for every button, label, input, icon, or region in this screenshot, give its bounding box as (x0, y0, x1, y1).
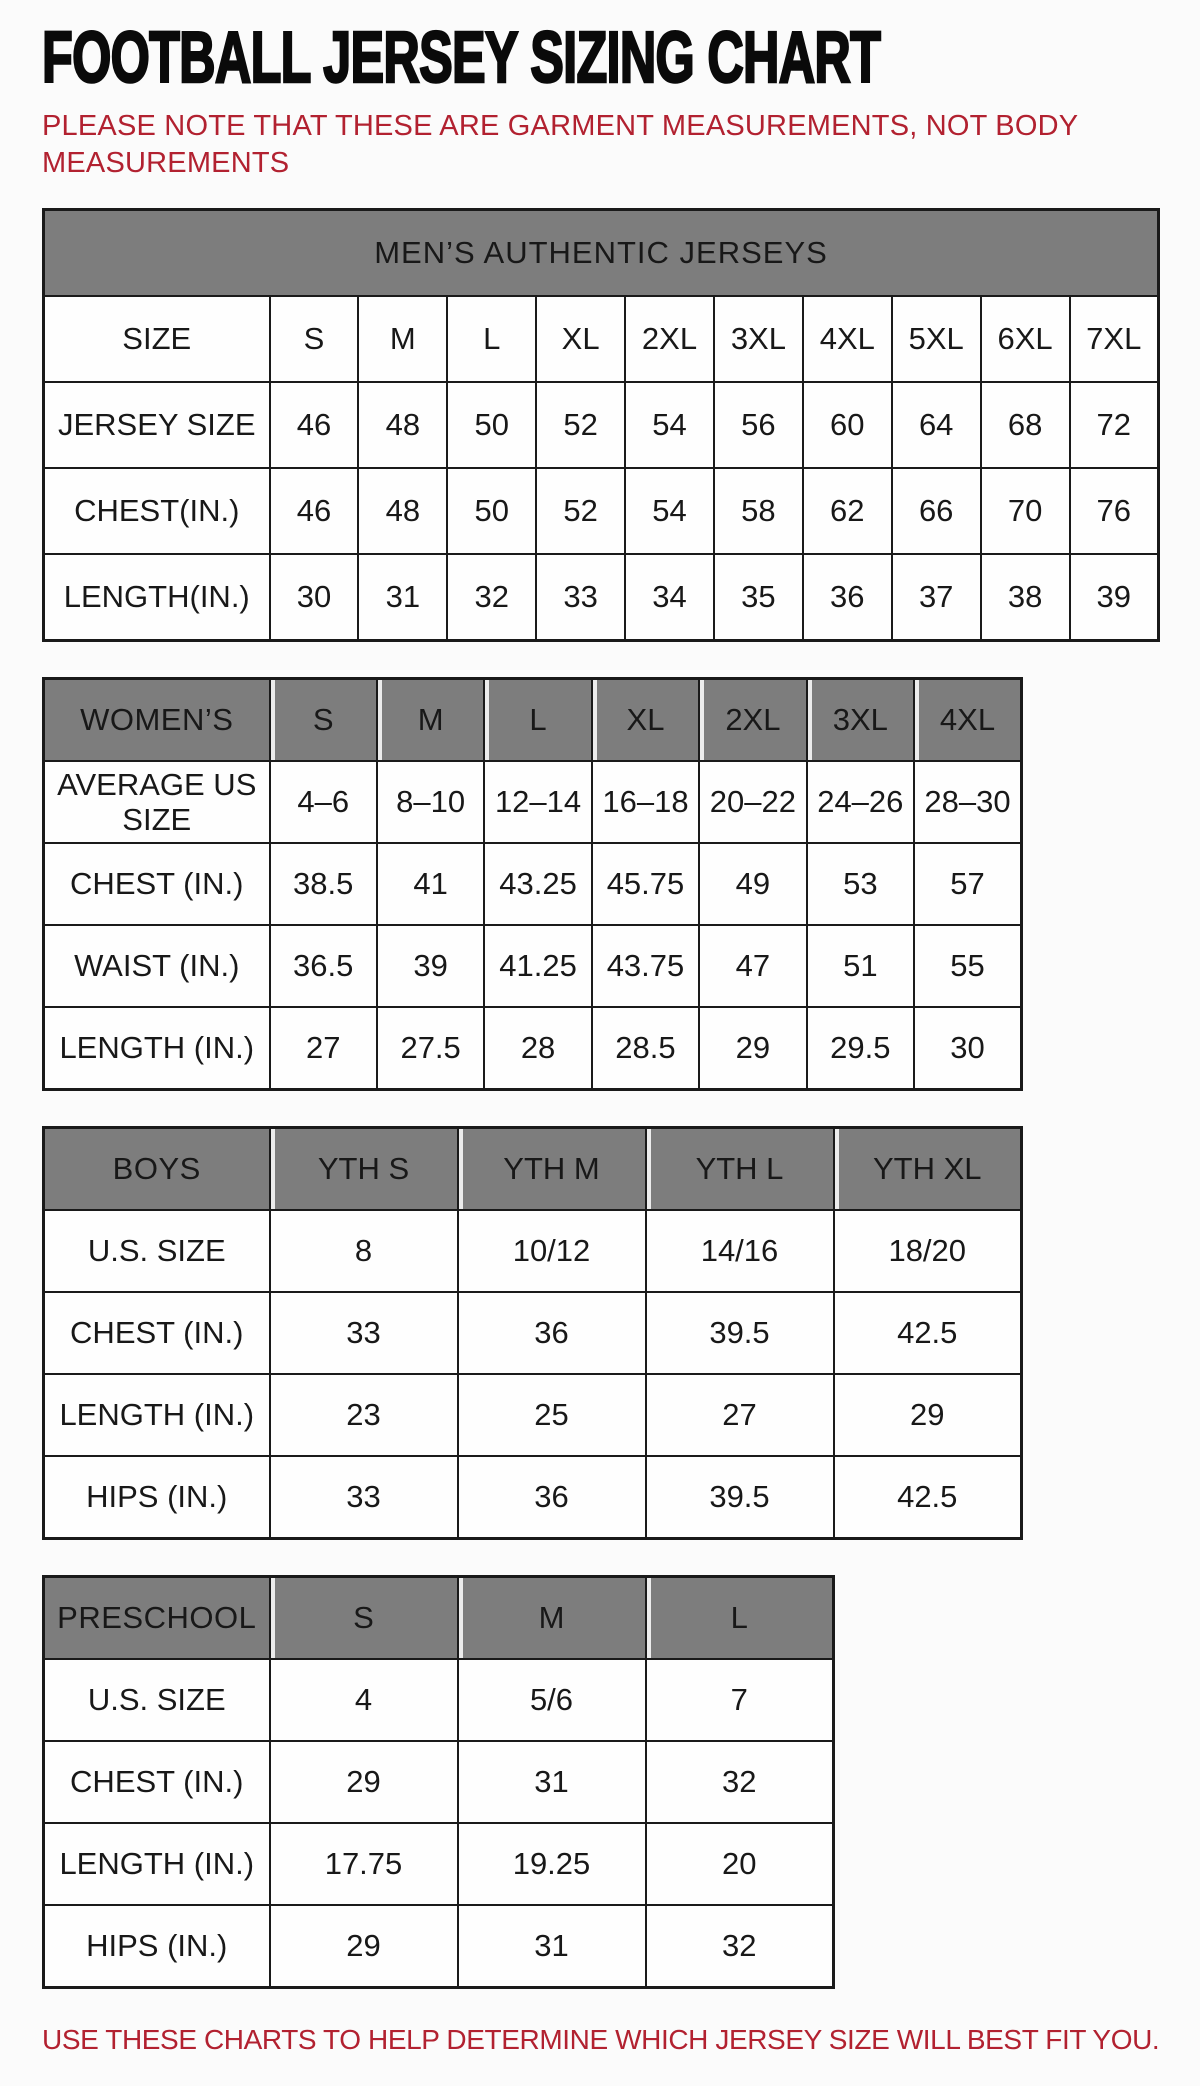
value-cell: 39 (1070, 554, 1159, 641)
size-column-header: L (646, 1577, 834, 1660)
table-row (44, 925, 1022, 1007)
size-column-header: S (270, 1577, 458, 1660)
value-cell: 14/16 (646, 1210, 834, 1292)
value-cell: 32 (646, 1905, 834, 1988)
value-cell: 31 (458, 1905, 646, 1988)
value-cell: 66 (892, 468, 981, 554)
table-row (44, 843, 1022, 925)
row-label: AVERAGE US SIZE (44, 761, 270, 843)
value-cell: 49 (699, 843, 806, 925)
value-cell: 62 (803, 468, 892, 554)
garment-measurements-note: PLEASE NOTE THAT THESE ARE GARMENT MEASUREMENTS, NOT BODY MEASUREMENTS (42, 110, 1078, 180)
value-cell: 25 (458, 1374, 646, 1456)
value-cell: 43.25 (484, 843, 591, 925)
value-cell: S (270, 296, 359, 382)
table-row (44, 1741, 834, 1823)
value-cell: 57 (914, 843, 1021, 925)
row-label: LENGTH (IN.) (44, 1374, 270, 1456)
size-column-header: M (458, 1577, 646, 1660)
value-cell: 33 (270, 1292, 458, 1374)
row-label: SIZE (44, 296, 270, 382)
value-cell: 60 (803, 382, 892, 468)
row-label: CHEST (IN.) (44, 843, 270, 925)
value-cell: 50 (447, 468, 536, 554)
value-cell: 2XL (625, 296, 714, 382)
row-label: JERSEY SIZE (44, 382, 270, 468)
table-row (44, 468, 1159, 554)
value-cell: 39 (377, 925, 484, 1007)
value-cell: 20 (646, 1823, 834, 1905)
value-cell: 38 (981, 554, 1070, 641)
value-cell: 24–26 (807, 761, 914, 843)
value-cell: 52 (536, 382, 625, 468)
value-cell: 35 (714, 554, 803, 641)
value-cell: 33 (536, 554, 625, 641)
size-column-header: L (484, 679, 591, 762)
value-cell: 12–14 (484, 761, 591, 843)
size-column-header: S (270, 679, 377, 762)
value-cell: 4XL (803, 296, 892, 382)
value-cell: 17.75 (270, 1823, 458, 1905)
table-row (44, 1374, 1022, 1456)
size-column-header: 3XL (807, 679, 914, 762)
row-label: CHEST (IN.) (44, 1741, 270, 1823)
value-cell: 10/12 (458, 1210, 646, 1292)
value-cell: 29 (699, 1007, 806, 1090)
row-label: U.S. SIZE (44, 1659, 270, 1741)
table-row (44, 1823, 834, 1905)
value-cell: 5XL (892, 296, 981, 382)
table-row (44, 761, 1022, 843)
value-cell: 45.75 (592, 843, 699, 925)
table-header-row (44, 1577, 834, 1660)
footer-advice-text: USE THESE CHARTS TO HELP DETERMINE WHICH JERSEY SIZE WILL BEST FIT YOU. (42, 2024, 1160, 2056)
table-row (44, 1007, 1022, 1090)
value-cell: 47 (699, 925, 806, 1007)
row-label: CHEST(IN.) (44, 468, 270, 554)
value-cell: 70 (981, 468, 1070, 554)
value-cell: 4–6 (270, 761, 377, 843)
value-cell: 28 (484, 1007, 591, 1090)
value-cell: 42.5 (834, 1456, 1022, 1539)
value-cell: 41 (377, 843, 484, 925)
value-cell: 19.25 (458, 1823, 646, 1905)
row-label: U.S. SIZE (44, 1210, 270, 1292)
value-cell: 51 (807, 925, 914, 1007)
value-cell: 29.5 (807, 1007, 914, 1090)
value-cell: 36 (458, 1456, 646, 1539)
value-cell: 30 (914, 1007, 1021, 1090)
value-cell: 53 (807, 843, 914, 925)
size-column-header: YTH M (458, 1128, 646, 1211)
value-cell: 46 (270, 468, 359, 554)
value-cell: 7 (646, 1659, 834, 1741)
value-cell: 30 (270, 554, 359, 641)
table-row (44, 1456, 1022, 1539)
size-column-header: M (377, 679, 484, 762)
value-cell: XL (536, 296, 625, 382)
value-cell: 28–30 (914, 761, 1021, 843)
preschool-jerseys-table (42, 1575, 835, 1989)
table-row (44, 1905, 834, 1988)
womens-header-label: WOMEN’S (44, 679, 270, 762)
value-cell: 72 (1070, 382, 1159, 468)
value-cell: 36.5 (270, 925, 377, 1007)
row-label: CHEST (IN.) (44, 1292, 270, 1374)
value-cell: 16–18 (592, 761, 699, 843)
value-cell: 34 (625, 554, 714, 641)
value-cell: 3XL (714, 296, 803, 382)
value-cell: 27 (646, 1374, 834, 1456)
value-cell: 27 (270, 1007, 377, 1090)
value-cell: 7XL (1070, 296, 1159, 382)
value-cell: 6XL (981, 296, 1070, 382)
table-row (44, 296, 1159, 382)
size-column-header: YTH S (270, 1128, 458, 1211)
value-cell: 48 (358, 382, 447, 468)
value-cell: 5/6 (458, 1659, 646, 1741)
preschool-header-label: PRESCHOOL (44, 1577, 270, 1660)
value-cell: 39.5 (646, 1456, 834, 1539)
boys-jerseys-table (42, 1126, 1023, 1540)
table-row (44, 382, 1159, 468)
value-cell: 32 (447, 554, 536, 641)
table-row (44, 1292, 1022, 1374)
value-cell: L (447, 296, 536, 382)
value-cell: 54 (625, 382, 714, 468)
value-cell: 56 (714, 382, 803, 468)
value-cell: 36 (458, 1292, 646, 1374)
mens-table-banner: MEN’S AUTHENTIC JERSEYS (44, 210, 1159, 297)
mens-authentic-jerseys-table (42, 208, 1160, 642)
value-cell: 42.5 (834, 1292, 1022, 1374)
page-title: FOOTBALL JERSEY SIZING CHART (42, 18, 881, 98)
size-column-header: YTH L (646, 1128, 834, 1211)
value-cell: 50 (447, 382, 536, 468)
value-cell: 76 (1070, 468, 1159, 554)
size-column-header: YTH XL (834, 1128, 1022, 1211)
value-cell: 64 (892, 382, 981, 468)
value-cell: 27.5 (377, 1007, 484, 1090)
value-cell: 58 (714, 468, 803, 554)
boys-header-label: BOYS (44, 1128, 270, 1211)
value-cell: 29 (270, 1905, 458, 1988)
row-label: LENGTH (IN.) (44, 1007, 270, 1090)
value-cell: 38.5 (270, 843, 377, 925)
value-cell: 54 (625, 468, 714, 554)
value-cell: 31 (358, 554, 447, 641)
size-column-header: XL (592, 679, 699, 762)
value-cell: 29 (270, 1741, 458, 1823)
value-cell: M (358, 296, 447, 382)
size-column-header: 2XL (699, 679, 806, 762)
value-cell: 52 (536, 468, 625, 554)
table-header-row (44, 1128, 1022, 1211)
row-label: LENGTH(IN.) (44, 554, 270, 641)
row-label: HIPS (IN.) (44, 1905, 270, 1988)
womens-jerseys-table (42, 677, 1023, 1091)
value-cell: 18/20 (834, 1210, 1022, 1292)
value-cell: 68 (981, 382, 1070, 468)
row-label: LENGTH (IN.) (44, 1823, 270, 1905)
table-row (44, 1210, 1022, 1292)
value-cell: 46 (270, 382, 359, 468)
value-cell: 48 (358, 468, 447, 554)
value-cell: 20–22 (699, 761, 806, 843)
value-cell: 31 (458, 1741, 646, 1823)
value-cell: 8 (270, 1210, 458, 1292)
value-cell: 29 (834, 1374, 1022, 1456)
table-banner-row (44, 210, 1159, 297)
table-header-row (44, 679, 1022, 762)
value-cell: 39.5 (646, 1292, 834, 1374)
value-cell: 23 (270, 1374, 458, 1456)
table-row (44, 1659, 834, 1741)
value-cell: 55 (914, 925, 1021, 1007)
value-cell: 32 (646, 1741, 834, 1823)
table-row (44, 554, 1159, 641)
row-label: HIPS (IN.) (44, 1456, 270, 1539)
size-column-header: 4XL (914, 679, 1021, 762)
value-cell: 41.25 (484, 925, 591, 1007)
value-cell: 43.75 (592, 925, 699, 1007)
value-cell: 8–10 (377, 761, 484, 843)
value-cell: 33 (270, 1456, 458, 1539)
value-cell: 36 (803, 554, 892, 641)
value-cell: 28.5 (592, 1007, 699, 1090)
row-label: WAIST (IN.) (44, 925, 270, 1007)
value-cell: 37 (892, 554, 981, 641)
value-cell: 4 (270, 1659, 458, 1741)
